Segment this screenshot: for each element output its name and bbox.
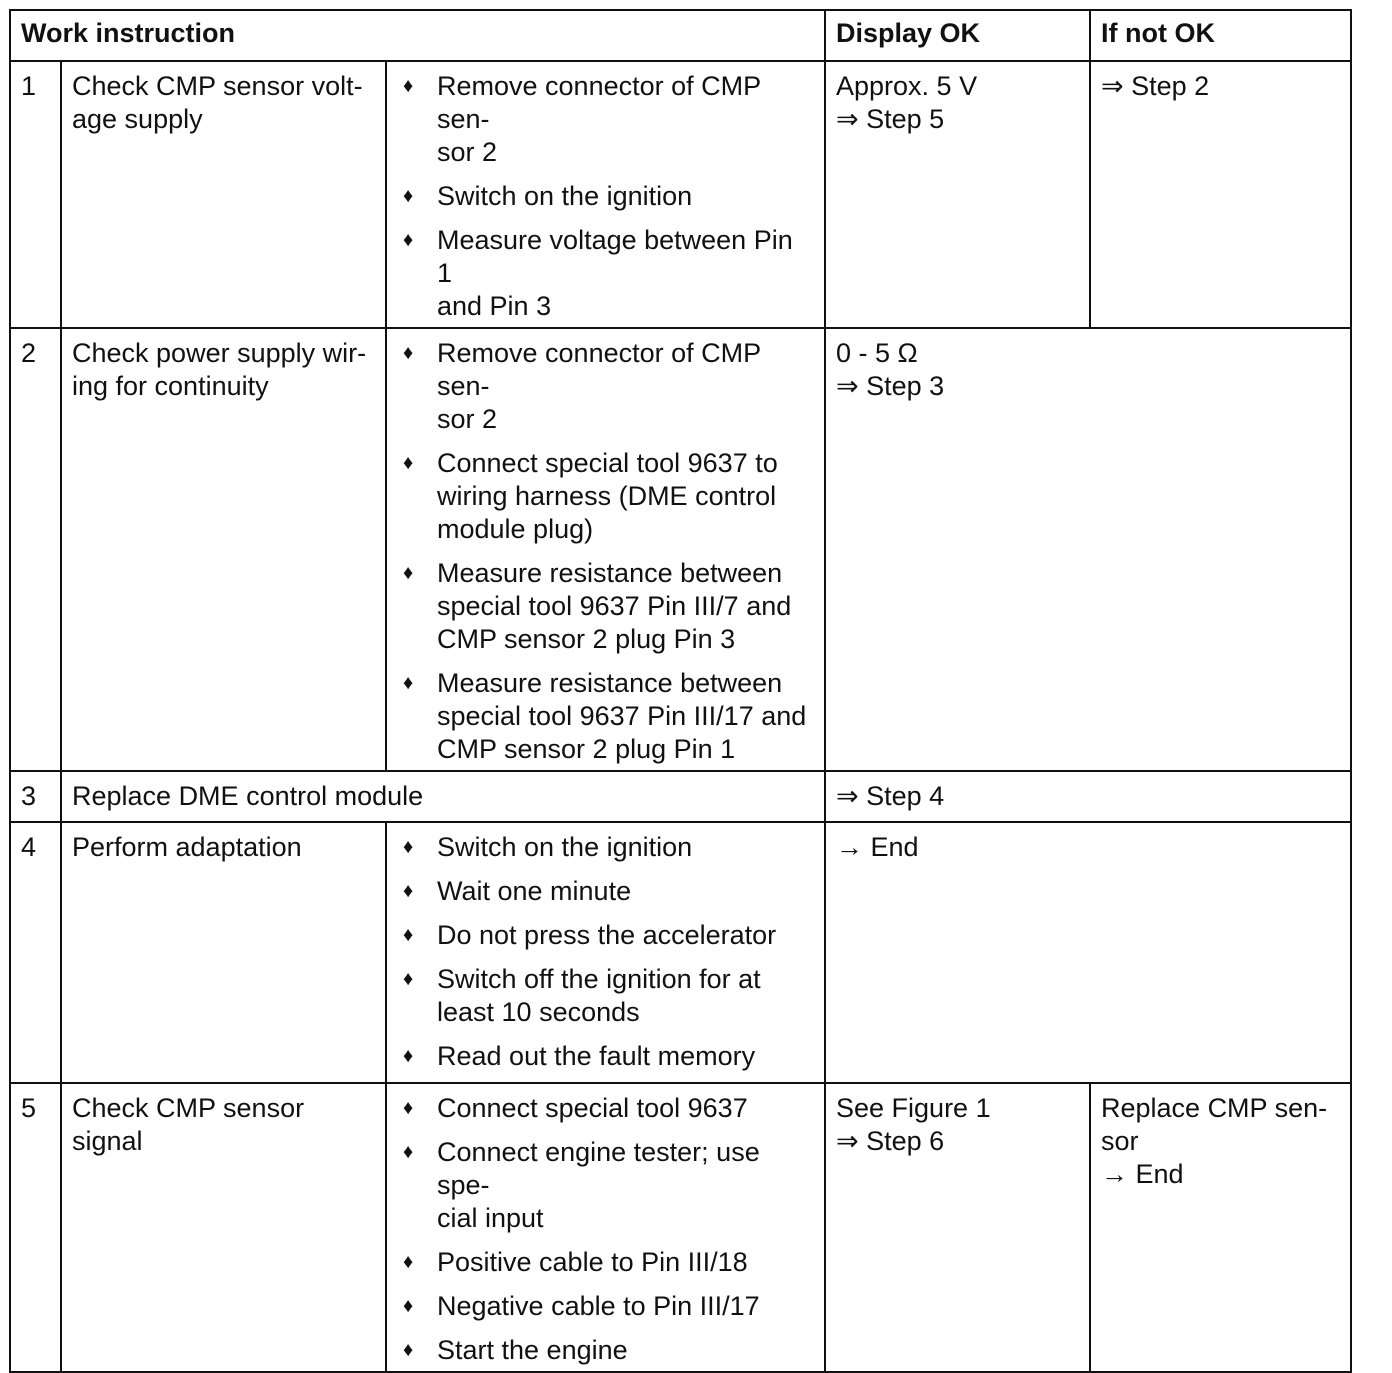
display-ok-cell: 0 - 5 Ω ⇒ Step 3 [825,328,1351,771]
table-row-step-4 [10,822,1351,1083]
diamond-bullet-icon: ♦ [403,924,414,946]
actions-cell [386,328,825,771]
header-row [10,10,1351,61]
actions-cell [386,1083,825,1372]
task-cell: Replace DME control module [61,771,825,822]
if-not-ok-cell: ⇒ Step 2 [1090,61,1351,328]
diamond-bullet-icon: ♦ [403,1141,414,1163]
action-item: ♦ Remove connector of CMP sen- sor 2 [403,338,761,434]
action-item: ♦ Do not press the accelerator [403,920,777,950]
action-item: ♦ Connect special tool 9637 [403,1093,748,1123]
diamond-bullet-icon: ♦ [403,229,414,251]
action-item: ♦ Measure resistance between special tool 9637 Pin III/17 and CMP sensor 2 plug Pin 1 [403,668,807,764]
if-not-ok-cell: Replace CMP sen- sor → End [1090,1083,1351,1372]
step-number: 1 [10,61,61,328]
action-item: ♦ Switch on the ignition [403,181,693,211]
diamond-bullet-icon: ♦ [403,968,414,990]
action-item: ♦ Negative cable to Pin III/17 [403,1291,760,1321]
diamond-bullet-icon: ♦ [403,452,414,474]
header-work-instruction: Work instruction [10,10,825,61]
action-item: ♦ Connect engine tester; use spe- cial input [403,1137,760,1233]
diamond-bullet-icon: ♦ [403,562,414,584]
diamond-bullet-icon: ♦ [403,342,414,364]
diamond-bullet-icon: ♦ [403,836,414,858]
action-item: ♦ Measure resistance between special tool 9637 Pin III/7 and CMP sensor 2 plug Pin 3 [403,558,792,654]
header-if-not-ok: If not OK [1090,10,1351,61]
diamond-bullet-icon: ♦ [403,1251,414,1273]
table-row-step-3 [10,771,1351,822]
display-ok-cell: → End [825,822,1351,1083]
action-item: ♦ Switch off the ignition for at least 10 seconds [403,964,761,1027]
action-item: ♦ Positive cable to Pin III/18 [403,1247,748,1277]
action-item: ♦ Connect special tool 9637 to wiring harness (DME control module plug) [403,448,778,544]
action-item: ♦ Wait one minute [403,876,632,906]
task-cell: Perform adaptation [61,822,386,1083]
work-instruction-table [9,9,1352,1373]
actions-cell [386,61,825,328]
step-number: 2 [10,328,61,771]
diamond-bullet-icon: ♦ [403,1339,414,1361]
diamond-bullet-icon: ♦ [403,75,414,97]
action-item: ♦ Read out the fault memory [403,1041,756,1071]
diamond-bullet-icon: ♦ [403,185,414,207]
action-item: ♦ Start the engine [403,1335,628,1365]
actions-cell [386,822,825,1083]
task-cell: Check power supply wir- ing for continuity [61,328,386,771]
diamond-bullet-icon: ♦ [403,1295,414,1317]
task-cell: Check CMP sensor volt- age supply [61,61,386,328]
diamond-bullet-icon: ♦ [403,672,414,694]
step-number: 4 [10,822,61,1083]
action-item: ♦ Switch on the ignition [403,832,693,862]
display-ok-cell: Approx. 5 V ⇒ Step 5 [825,61,1090,328]
diamond-bullet-icon: ♦ [403,1045,414,1067]
task-cell: Check CMP sensor signal [61,1083,386,1372]
diamond-bullet-icon: ♦ [403,880,414,902]
step-number: 3 [10,771,61,822]
table-row-step-5 [10,1083,1351,1372]
display-ok-cell: ⇒ Step 4 [825,771,1351,822]
step-number: 5 [10,1083,61,1372]
diamond-bullet-icon: ♦ [403,1097,414,1119]
action-item: ♦ Measure voltage between Pin 1 and Pin 3 [403,225,793,321]
table-row-step-1 [10,61,1351,328]
display-ok-cell: See Figure 1 ⇒ Step 6 [825,1083,1090,1372]
header-display-ok: Display OK [825,10,1090,61]
table-row-step-2 [10,328,1351,771]
action-item: ♦ Remove connector of CMP sen- sor 2 [403,71,761,167]
